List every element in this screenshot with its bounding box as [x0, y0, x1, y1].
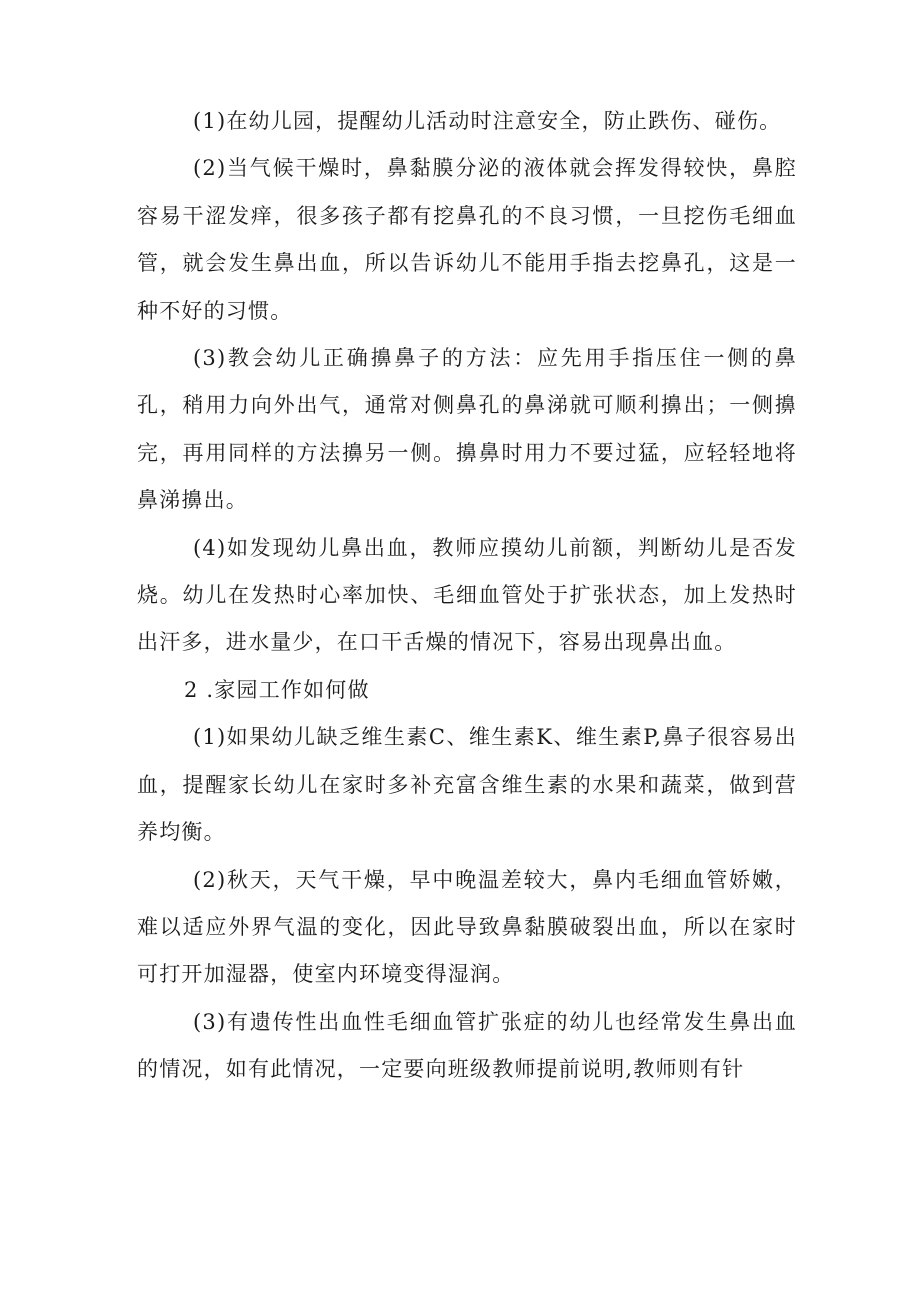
paragraph-kindergarten-safety: (1)在幼儿园，提醒幼儿活动时注意安全，防止跌伤、碰伤。: [193, 109, 782, 133]
paragraph-nose-blowing: (3)教会幼儿正确擤鼻子的方法：应先用手指压住一侧的鼻孔，稍用力向外出气，通常对侧鼻孔的鼻涕就可顺利擤出；一侧擤完，再用同样的方法擤另一侧。擤鼻时用力不要过猛，应轻轻地将鼻涕擤出。: [137, 346, 797, 513]
paragraph-autumn-humidifier: (2)秋天，天气干燥，早中晚温差较大，鼻内毛细血管娇嫩，难以适应外界气温的变化，因此导致鼻黏膜破裂出血，所以在家时可打开加湿器，使室内环境变得湿润。: [137, 867, 797, 987]
paragraph-hereditary: (3)有遗传性出血性毛细血管扩张症的幼儿也经常发生鼻出血的情况，如有此情况，一定要向班级教师提前说明,教师则有针: [137, 1009, 797, 1082]
paragraph-dry-climate: (2)当气候干燥时，鼻黏膜分泌的液体就会挥发得较快，鼻腔容易干涩发痒，很多孩子都有挖鼻孔的不良习惯，一旦挖伤毛细血管，就会发生鼻出血，所以告诉幼儿不能用手指去挖鼻孔，这是一种不好的习惯。: [137, 156, 797, 323]
paragraph-vitamins: (1)如果幼儿缺乏维生素C、维生素K、维生素P,鼻子很容易出血，提醒家长幼儿在家时多补充富含维生素的水果和蔬菜，做到营养均衡。: [137, 725, 797, 845]
document-body: [137, 98, 797, 1094]
paragraph-fever-check: (4)如发现幼儿鼻出血，教师应摸幼儿前额，判断幼儿是否发烧。幼儿在发热时心率加快、毛细血管处于扩张状态，加上发热时出汗多，进水量少，在口干舌燥的情况下，容易出现鼻出血。: [137, 535, 797, 655]
section-heading: 2 .家园工作如何做: [184, 677, 370, 702]
